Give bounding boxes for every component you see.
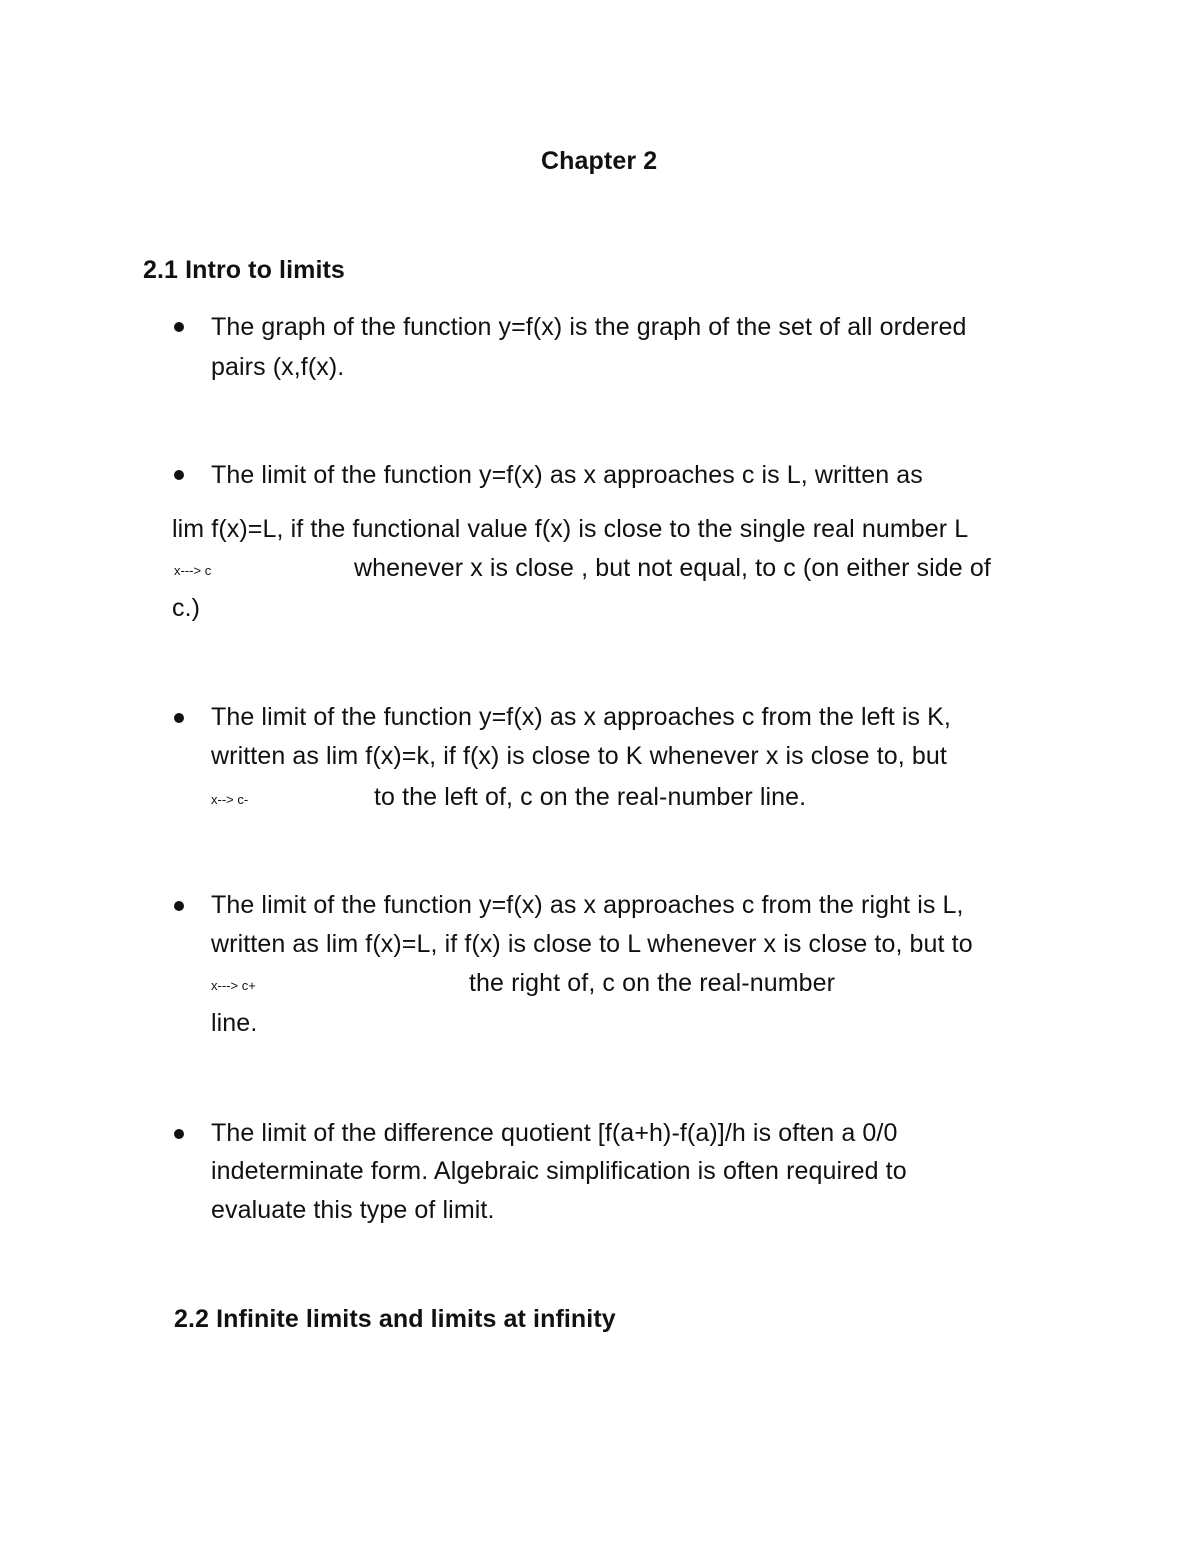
bullet-icon (174, 1129, 184, 1139)
bullet-4-line-1: The limit of the function y=f(x) as x approaches c from the right is L, (211, 891, 964, 919)
section-heading-2-1: 2.1 Intro to limits (143, 256, 345, 284)
bullet-1-line-1: The graph of the function y=f(x) is the graph of the set of all ordered (211, 313, 967, 341)
chapter-title: Chapter 2 (541, 147, 658, 175)
bullet-icon (174, 322, 184, 332)
bullet-icon (174, 901, 184, 911)
bullet-3-line-1: The limit of the function y=f(x) as x approaches c from the left is K, (211, 703, 951, 731)
bullet-3-line-2: written as lim f(x)=k, if f(x) is close to K whenever x is close to, but (211, 742, 947, 770)
bullet-4-line-2: written as lim f(x)=L, if f(x) is close to L whenever x is close to, but to (211, 930, 973, 958)
bullet-5-line-2: indeterminate form. Algebraic simplification is often required to (211, 1157, 907, 1185)
bullet-icon (174, 470, 184, 480)
bullet-3-line-3: to the left of, c on the real-number line. (374, 783, 807, 811)
bullet-2-line-3: whenever x is close , but not equal, to c (on either side of (354, 554, 991, 582)
section-heading-2-2: 2.2 Infinite limits and limits at infinity (174, 1305, 616, 1333)
bullet-1-line-2: pairs (x,f(x). (211, 353, 345, 381)
limit-subscript: x--> c- (211, 792, 249, 807)
bullet-2-line-1: The limit of the function y=f(x) as x approaches c is L, written as (211, 461, 923, 489)
bullet-4-line-4: line. (211, 1009, 258, 1037)
bullet-4-line-3: the right of, c on the real-number (469, 969, 836, 997)
limit-subscript: x---> c (174, 563, 212, 578)
limit-subscript: x---> c+ (211, 978, 256, 993)
bullet-5-line-3: evaluate this type of limit. (211, 1196, 495, 1224)
bullet-5-line-1: The limit of the difference quotient [f(a+h)-f(a)]/h is often a 0/0 (211, 1119, 898, 1147)
bullet-2-line-2: lim f(x)=L, if the functional value f(x) is close to the single real number L (172, 515, 969, 543)
bullet-2-line-4: c.) (172, 594, 201, 622)
bullet-icon (174, 713, 184, 723)
